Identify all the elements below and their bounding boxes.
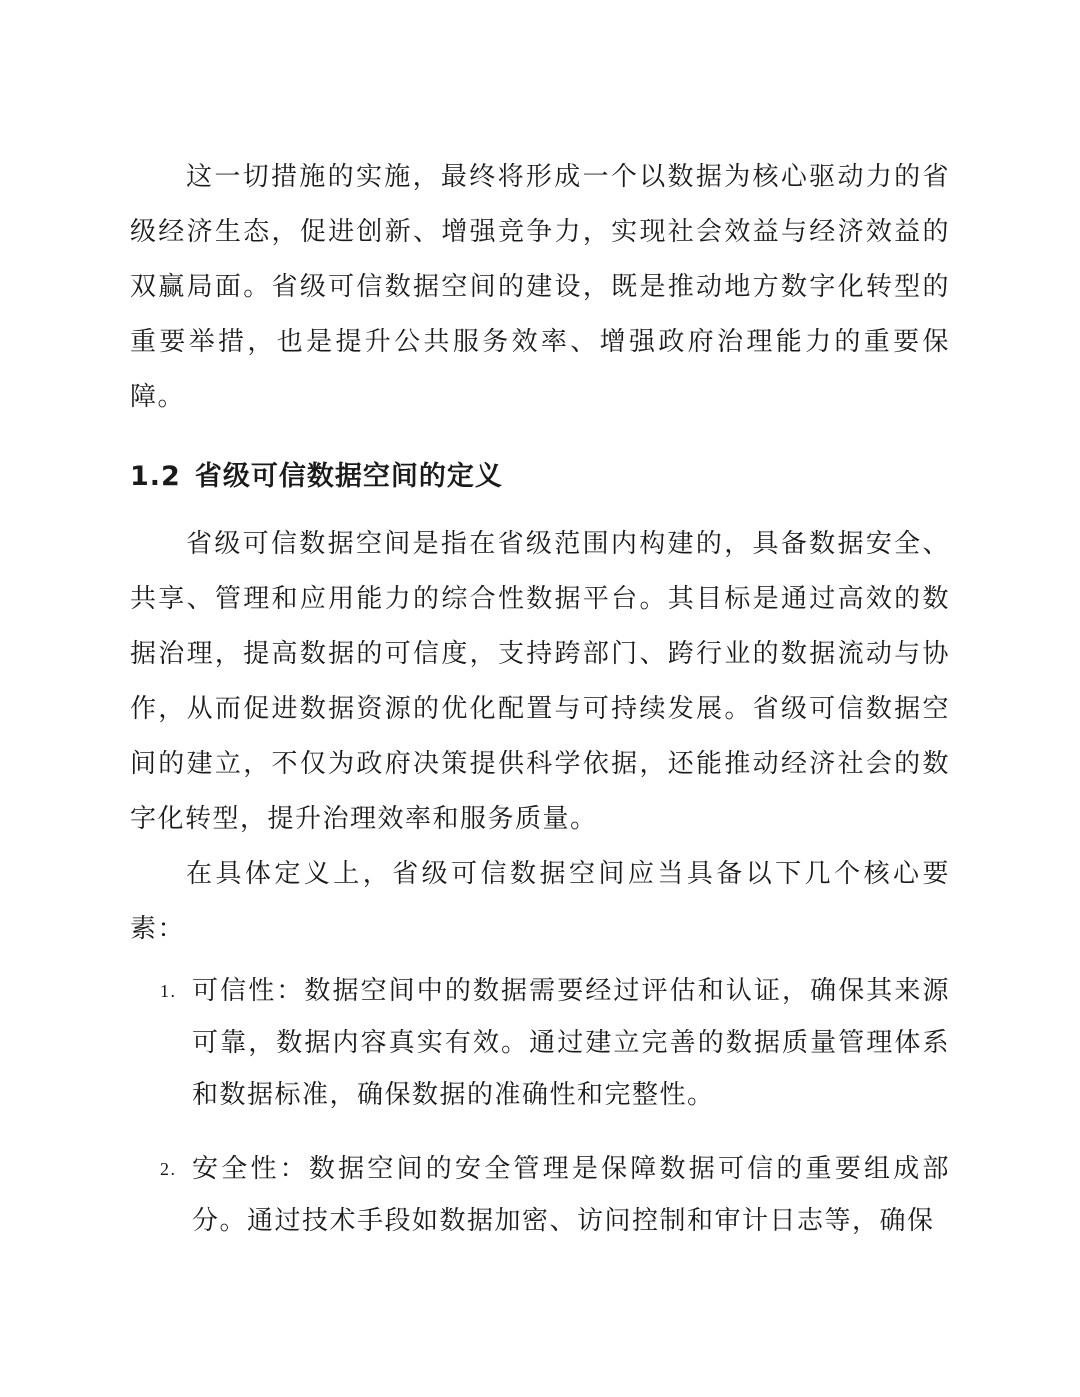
definition-paragraph: 省级可信数据空间是指在省级范围内构建的，具备数据安全、共享、管理和应用能力的综合性数据平台。其目标是通过高效的数据治理，提高数据的可信度，支持跨部门、跨行业的数据流动与协作，从而促进数据资源的优化配置与可持续发展。省级可信数据空间的建立，不仅为政府决策提供科学依据，还能推动经济社会的数字化转型，提升治理效率和服务质量。 <box>130 529 950 834</box>
section-number: 1.2 <box>130 461 181 492</box>
list-item <box>130 965 950 1121</box>
document-page <box>130 150 950 1269</box>
core-elements-list <box>130 965 950 1247</box>
list-item-text: 安全性：数据空间的安全管理是保障数据可信的重要组成部分。通过技术手段如数据加密、访问控制和审计日志等，确保 <box>192 1154 950 1236</box>
list-item-number: 2. <box>160 1159 177 1179</box>
elements-intro-paragraph: 在具体定义上，省级可信数据空间应当具备以下几个核心要素： <box>130 859 950 944</box>
section-title: 省级可信数据空间的定义 <box>194 461 503 492</box>
list-item <box>130 1143 950 1247</box>
section-heading <box>130 457 950 497</box>
list-item-text: 可信性：数据空间中的数据需要经过评估和认证，确保其来源可靠，数据内容真实有效。通过建立完善的数据质量管理体系和数据标准，确保数据的准确性和完整性。 <box>192 976 950 1110</box>
intro-paragraph: 这一切措施的实施，最终将形成一个以数据为核心驱动力的省级经济生态，促进创新、增强竞争力，实现社会效益与经济效益的双赢局面。省级可信数据空间的建设，既是推动地方数字化转型的重要举措，也是提升公共服务效率、增强政府治理能力的重要保障。 <box>130 162 950 412</box>
list-item-number: 1. <box>160 981 177 1001</box>
